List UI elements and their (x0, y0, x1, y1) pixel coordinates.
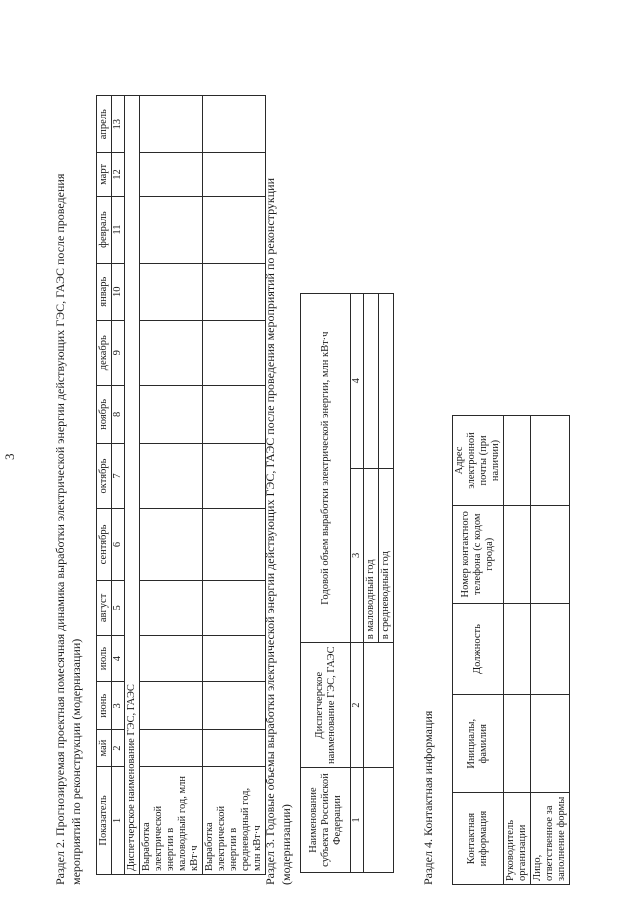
section3-title-line1: Раздел 3. Годовые объемы выработки электрической энергии действующих ГЭС, ГАЭС после проведения мероприятий по реконструкции (263, 177, 277, 885)
col-number: 10 (112, 263, 125, 320)
month-april: апрель (97, 96, 112, 153)
col-number: 3 (112, 682, 125, 730)
section2-table (96, 95, 266, 875)
indicator-header: Показатель (97, 767, 112, 875)
month-august: август (97, 581, 112, 636)
col-number: 2 (112, 730, 125, 767)
month-october: октябрь (97, 444, 112, 509)
dispatch-header: Диспетчерское наименование ГЭС, ГАЭС (301, 643, 351, 768)
col-number: 5 (112, 581, 125, 636)
page-number: 3 (2, 453, 17, 460)
annual-volume-header: Годовой объем выработки электрической энергии, млн кВт·ч (301, 294, 351, 643)
phone-header: Номер контактного телефона (с кодом города) (453, 505, 504, 603)
month-may: май (97, 730, 112, 767)
col-number: 1 (351, 768, 364, 873)
section3-table (300, 293, 394, 873)
col-number: 4 (351, 294, 364, 469)
col-number: 7 (112, 444, 125, 509)
low-water-year: в маловодный год (364, 468, 379, 643)
col-number: 6 (112, 508, 125, 580)
section2-title (52, 25, 84, 885)
col-number: 12 (112, 153, 125, 196)
col-number: 4 (112, 635, 125, 682)
col-number: 3 (351, 468, 364, 643)
name-header: Инициалы, фамилия (453, 695, 504, 793)
row-head-of-organization: Руководитель организации (504, 793, 531, 885)
position-header: Должность (453, 603, 504, 695)
row-average-water: Выработка электрической энергии в средневодный год, млн кВт·ч (203, 767, 266, 875)
col-number: 11 (112, 196, 125, 263)
col-number: 2 (351, 643, 364, 768)
col-number: 13 (112, 96, 125, 153)
month-july: июль (97, 635, 112, 682)
section3-title (262, 15, 294, 885)
month-february: февраль (97, 196, 112, 263)
region-header: Наименование субъекта Российской Федерации (301, 768, 351, 873)
section2-title-line2: мероприятий по реконструкции (модернизации) (69, 638, 83, 885)
month-december: декабрь (97, 320, 112, 385)
section4-title: Раздел 4. Контактная информация (421, 710, 435, 885)
month-september: сентябрь (97, 508, 112, 580)
section2-title-line1: Раздел 2. Прогнозируемая проектная помесячная динамика выработки электрической энергии действующих ГЭС, ГАЭС после проведения (53, 173, 67, 885)
row-responsible-person: Лицо, ответственное за заполнение формы (531, 793, 570, 885)
contact-info-header: Контактная информация (453, 793, 504, 885)
email-header: Адрес электронной почты (при наличии) (453, 416, 504, 506)
month-january: январь (97, 263, 112, 320)
month-march: март (97, 153, 112, 196)
col-number: 1 (112, 767, 125, 875)
month-june: июнь (97, 682, 112, 730)
row-low-water: Выработка электрической энергии в маловодный год, млн кВт·ч (140, 767, 203, 875)
average-water-year: в средневодный год (379, 468, 394, 643)
section4-table (452, 415, 570, 885)
section3-title-line2: (модернизации) (279, 804, 293, 885)
dispatch-name-row: Диспетчерское наименование ГЭС, ГАЭС (125, 96, 140, 875)
col-number: 9 (112, 320, 125, 385)
col-number: 8 (112, 385, 125, 444)
month-november: ноябрь (97, 385, 112, 444)
